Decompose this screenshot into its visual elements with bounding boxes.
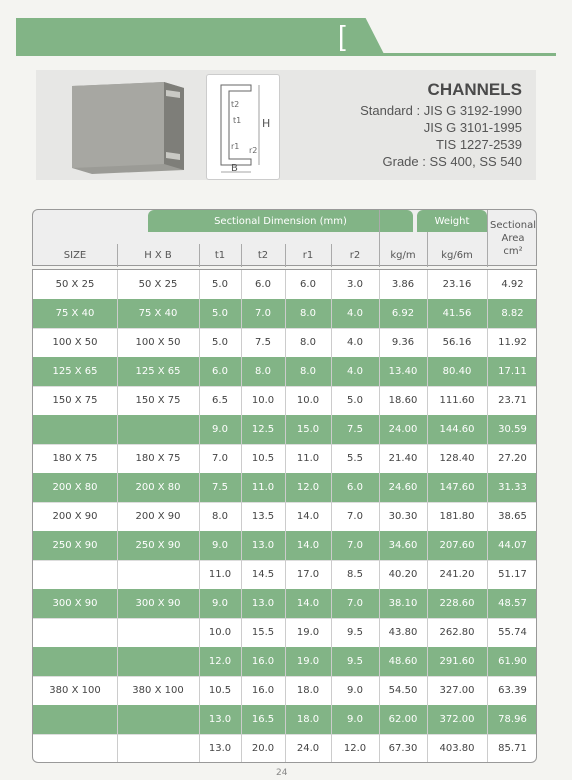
cell-r2: 12.0 [343, 743, 367, 754]
bracket-icon: [ [338, 20, 346, 51]
cell-hxb: 150 X 75 [135, 395, 181, 406]
cell-area: 44.07 [498, 540, 527, 551]
cell-hxb: 125 X 65 [135, 366, 181, 377]
cell-r1: 18.0 [296, 714, 320, 725]
top-banner [16, 18, 384, 54]
column-divider [487, 270, 488, 763]
cell-r2: 8.5 [347, 569, 363, 580]
diagram-label-r2: r2 [249, 146, 258, 155]
col-hxb: H X B [144, 250, 172, 261]
cell-t2: 13.0 [251, 540, 275, 551]
cell-r1: 8.0 [300, 308, 316, 319]
cell-size: 300 X 90 [52, 598, 98, 609]
cell-area: 78.96 [498, 714, 527, 725]
cell-area: 8.82 [501, 308, 524, 319]
header-divider [241, 244, 242, 267]
cell-kgm: 43.80 [388, 627, 418, 638]
cell-r1: 17.0 [296, 569, 320, 580]
col-size: SIZE [63, 250, 87, 261]
cell-area: 51.17 [498, 569, 527, 580]
cell-t2: 20.0 [251, 743, 275, 754]
cell-t2: 10.5 [251, 453, 275, 464]
cell-kgm: 34.60 [388, 540, 418, 551]
channel-section-diagram [206, 74, 280, 180]
cell-hxb: 180 X 75 [135, 453, 181, 464]
cell-r1: 11.0 [296, 453, 320, 464]
cell-r1: 15.0 [296, 424, 320, 435]
header-divider [199, 244, 200, 267]
cell-hxb: 50 X 25 [138, 279, 178, 290]
cell-kgm: 18.60 [388, 395, 418, 406]
cell-area: 55.74 [498, 627, 527, 638]
cell-kg6m: 23.16 [442, 279, 472, 290]
cell-kg6m: 80.40 [442, 366, 472, 377]
cell-kgm: 24.00 [388, 424, 418, 435]
cell-r2: 9.5 [347, 656, 363, 667]
cell-size: 50 X 25 [55, 279, 95, 290]
cell-t1: 9.0 [212, 598, 228, 609]
cell-t1: 7.0 [212, 453, 228, 464]
cell-t2: 7.5 [255, 337, 271, 348]
cell-r2: 9.0 [347, 714, 363, 725]
cell-r2: 5.0 [347, 395, 363, 406]
cell-area: 48.57 [498, 598, 527, 609]
cell-kg6m: 56.16 [442, 337, 472, 348]
cell-kg6m: 241.20 [439, 569, 475, 580]
cell-kgm: 6.92 [391, 308, 415, 319]
cell-kg6m: 181.80 [439, 511, 475, 522]
cell-hxb: 200 X 80 [135, 482, 181, 493]
cell-kg6m: 144.60 [439, 424, 475, 435]
cell-size: 125 X 65 [52, 366, 98, 377]
cell-t2: 10.0 [251, 395, 275, 406]
cell-r1: 18.0 [296, 685, 320, 696]
column-divider [379, 270, 380, 763]
column-divider [285, 270, 286, 763]
cell-kg6m: 41.56 [442, 308, 472, 319]
header-divider [331, 244, 332, 267]
header-divider [285, 244, 286, 267]
cell-t1: 10.5 [208, 685, 232, 696]
cell-area: 38.65 [498, 511, 527, 522]
cell-hxb: 300 X 90 [135, 598, 181, 609]
weight-group: Weight [417, 210, 487, 232]
cell-size: 380 X 100 [49, 685, 101, 696]
header-divider [427, 232, 428, 267]
cell-area: 30.59 [498, 424, 527, 435]
cell-kgm: 54.50 [388, 685, 418, 696]
col-r1: r1 [302, 250, 314, 261]
diagram-label-r1: r1 [231, 142, 240, 151]
cell-size [33, 705, 117, 734]
cell-size: 250 X 90 [52, 540, 98, 551]
cell-kg6m: 291.60 [439, 656, 475, 667]
cell-area: 27.20 [498, 453, 527, 464]
cell-t2: 15.5 [251, 627, 275, 638]
diagram-label-h: H [262, 117, 271, 130]
cell-area: 63.39 [498, 685, 527, 696]
cell-kg6m: 327.00 [439, 685, 475, 696]
column-divider [241, 270, 242, 763]
col-t1: t1 [214, 250, 226, 261]
cell-kg6m: 128.40 [439, 453, 475, 464]
cell-r2: 5.5 [347, 453, 363, 464]
cell-kgm: 21.40 [388, 453, 418, 464]
cell-r2: 3.0 [347, 279, 363, 290]
header-divider [379, 210, 380, 267]
cell-r2: 4.0 [347, 308, 363, 319]
cell-r1: 14.0 [296, 540, 320, 551]
cell-t1: 5.0 [212, 308, 228, 319]
sectional-area-header [488, 210, 538, 267]
cell-kg6m: 111.60 [439, 395, 475, 406]
column-divider [427, 270, 428, 763]
cell-kg6m: 147.60 [439, 482, 475, 493]
standard-line: JIS G 3101-1995 [423, 120, 522, 135]
column-divider [117, 270, 118, 763]
col-kgm: kg/m [390, 250, 416, 261]
standard-line: Standard : JIS G 3192-1990 [360, 103, 522, 118]
cell-size [33, 560, 117, 589]
cell-t2: 14.5 [251, 569, 275, 580]
cell-hxb: 250 X 90 [135, 540, 181, 551]
cell-r1: 19.0 [296, 627, 320, 638]
cell-t1: 7.5 [212, 482, 228, 493]
cell-r1: 24.0 [296, 743, 320, 754]
cell-kgm: 9.36 [391, 337, 415, 348]
cell-t1: 13.0 [208, 743, 232, 754]
cell-r1: 14.0 [296, 511, 320, 522]
cell-t2: 13.5 [251, 511, 275, 522]
cell-t2: 16.0 [251, 656, 275, 667]
diagram-label-t2: t2 [231, 100, 240, 109]
table-body [32, 269, 537, 763]
cell-hxb: 75 X 40 [138, 308, 178, 319]
column-divider [199, 270, 200, 763]
column-divider [331, 270, 332, 763]
cell-kgm: 38.10 [388, 598, 418, 609]
cell-kgm: 24.60 [388, 482, 418, 493]
cell-r1: 6.0 [300, 279, 316, 290]
cell-r1: 8.0 [300, 366, 316, 377]
cell-size: 180 X 75 [52, 453, 98, 464]
cell-t1: 5.0 [212, 279, 228, 290]
cell-kgm: 62.00 [388, 714, 418, 725]
cell-size: 200 X 80 [52, 482, 98, 493]
cell-kg6m: 228.60 [439, 598, 475, 609]
cell-kgm: 3.86 [391, 279, 415, 290]
cell-kg6m: 262.80 [439, 627, 475, 638]
cell-kg6m: 372.00 [439, 714, 475, 725]
cell-kg6m: 403.80 [439, 743, 475, 754]
cell-r1: 14.0 [296, 598, 320, 609]
cell-t1: 6.0 [212, 366, 228, 377]
cell-size: 150 X 75 [52, 395, 98, 406]
cell-t1: 9.0 [212, 424, 228, 435]
col-t2: t2 [257, 250, 269, 261]
cell-t2: 6.0 [255, 279, 271, 290]
cell-size [33, 734, 117, 763]
cell-hxb: 200 X 90 [135, 511, 181, 522]
cell-r1: 10.0 [296, 395, 320, 406]
page-title: CHANNELS [427, 80, 522, 99]
cell-t1: 6.5 [212, 395, 228, 406]
cell-t1: 13.0 [208, 714, 232, 725]
cell-kgm: 67.30 [388, 743, 418, 754]
cell-area: 4.92 [501, 279, 524, 290]
cell-t2: 16.5 [251, 714, 275, 725]
cell-r1: 8.0 [300, 337, 316, 348]
table-header [32, 209, 537, 266]
cell-area: 23.71 [498, 395, 527, 406]
channel-profile-icon [207, 75, 279, 179]
cell-area: 85.71 [498, 743, 527, 754]
top-divider [16, 53, 556, 56]
cell-t1: 10.0 [208, 627, 232, 638]
cell-t2: 16.0 [251, 685, 275, 696]
cell-area: 17.11 [498, 366, 527, 377]
cell-r2: 9.5 [347, 627, 363, 638]
cell-t2: 8.0 [255, 366, 271, 377]
cell-r1: 12.0 [296, 482, 320, 493]
cell-t1: 8.0 [212, 511, 228, 522]
page-number: 24 [276, 768, 288, 778]
cell-t2: 13.0 [251, 598, 275, 609]
header-divider [487, 210, 488, 267]
header-divider [117, 244, 118, 267]
col-kg6m: kg/6m [441, 250, 473, 261]
cell-size: 100 X 50 [52, 337, 98, 348]
cell-size [33, 647, 117, 676]
cell-t1: 5.0 [212, 337, 228, 348]
cell-kg6m: 207.60 [439, 540, 475, 551]
col-r2: r2 [349, 250, 361, 261]
cell-hxb [117, 415, 199, 444]
grade-line: Grade : SS 400, SS 540 [382, 154, 522, 169]
cell-t2: 7.0 [255, 308, 271, 319]
cell-r2: 7.0 [347, 598, 363, 609]
cell-hxb [117, 647, 199, 676]
cell-r2: 4.0 [347, 366, 363, 377]
cell-hxb [117, 734, 199, 763]
cell-t1: 11.0 [208, 569, 232, 580]
sectional-area-word1: Sectional [489, 220, 537, 231]
cell-t2: 11.0 [251, 482, 275, 493]
cell-hxb: 100 X 50 [135, 337, 181, 348]
cell-hxb [117, 705, 199, 734]
cell-r2: 7.0 [347, 540, 363, 551]
sectional-area-word2: Area [501, 233, 525, 244]
cell-t2: 12.5 [251, 424, 275, 435]
cell-area: 31.33 [498, 482, 527, 493]
cell-hxb [117, 618, 199, 647]
cell-r1: 19.0 [296, 656, 320, 667]
cell-size: 200 X 90 [52, 511, 98, 522]
cell-r2: 9.0 [347, 685, 363, 696]
cell-r2: 4.0 [347, 337, 363, 348]
spec-block [360, 80, 522, 170]
diagram-label-t1: t1 [233, 116, 242, 125]
cell-hxb: 380 X 100 [132, 685, 184, 696]
cell-area: 61.90 [498, 656, 527, 667]
channel-beam-image [72, 82, 184, 174]
channels-table [32, 209, 537, 764]
cell-kgm: 40.20 [388, 569, 418, 580]
cell-size [33, 415, 117, 444]
sectional-dimension-group: Sectional Dimension (mm) [148, 210, 413, 232]
cell-r2: 7.0 [347, 511, 363, 522]
cell-kgm: 48.60 [388, 656, 418, 667]
cell-hxb [117, 560, 199, 589]
cell-t1: 9.0 [212, 540, 228, 551]
cell-kgm: 30.30 [388, 511, 418, 522]
diagram-label-b: B [231, 163, 238, 174]
standard-line: TIS 1227-2539 [435, 137, 522, 152]
sectional-area-unit: cm² [503, 246, 523, 257]
cell-area: 11.92 [498, 337, 527, 348]
cell-size [33, 618, 117, 647]
cell-r2: 7.5 [347, 424, 363, 435]
cell-size: 75 X 40 [55, 308, 95, 319]
cell-r2: 6.0 [347, 482, 363, 493]
cell-kgm: 13.40 [388, 366, 418, 377]
cell-t1: 12.0 [208, 656, 232, 667]
